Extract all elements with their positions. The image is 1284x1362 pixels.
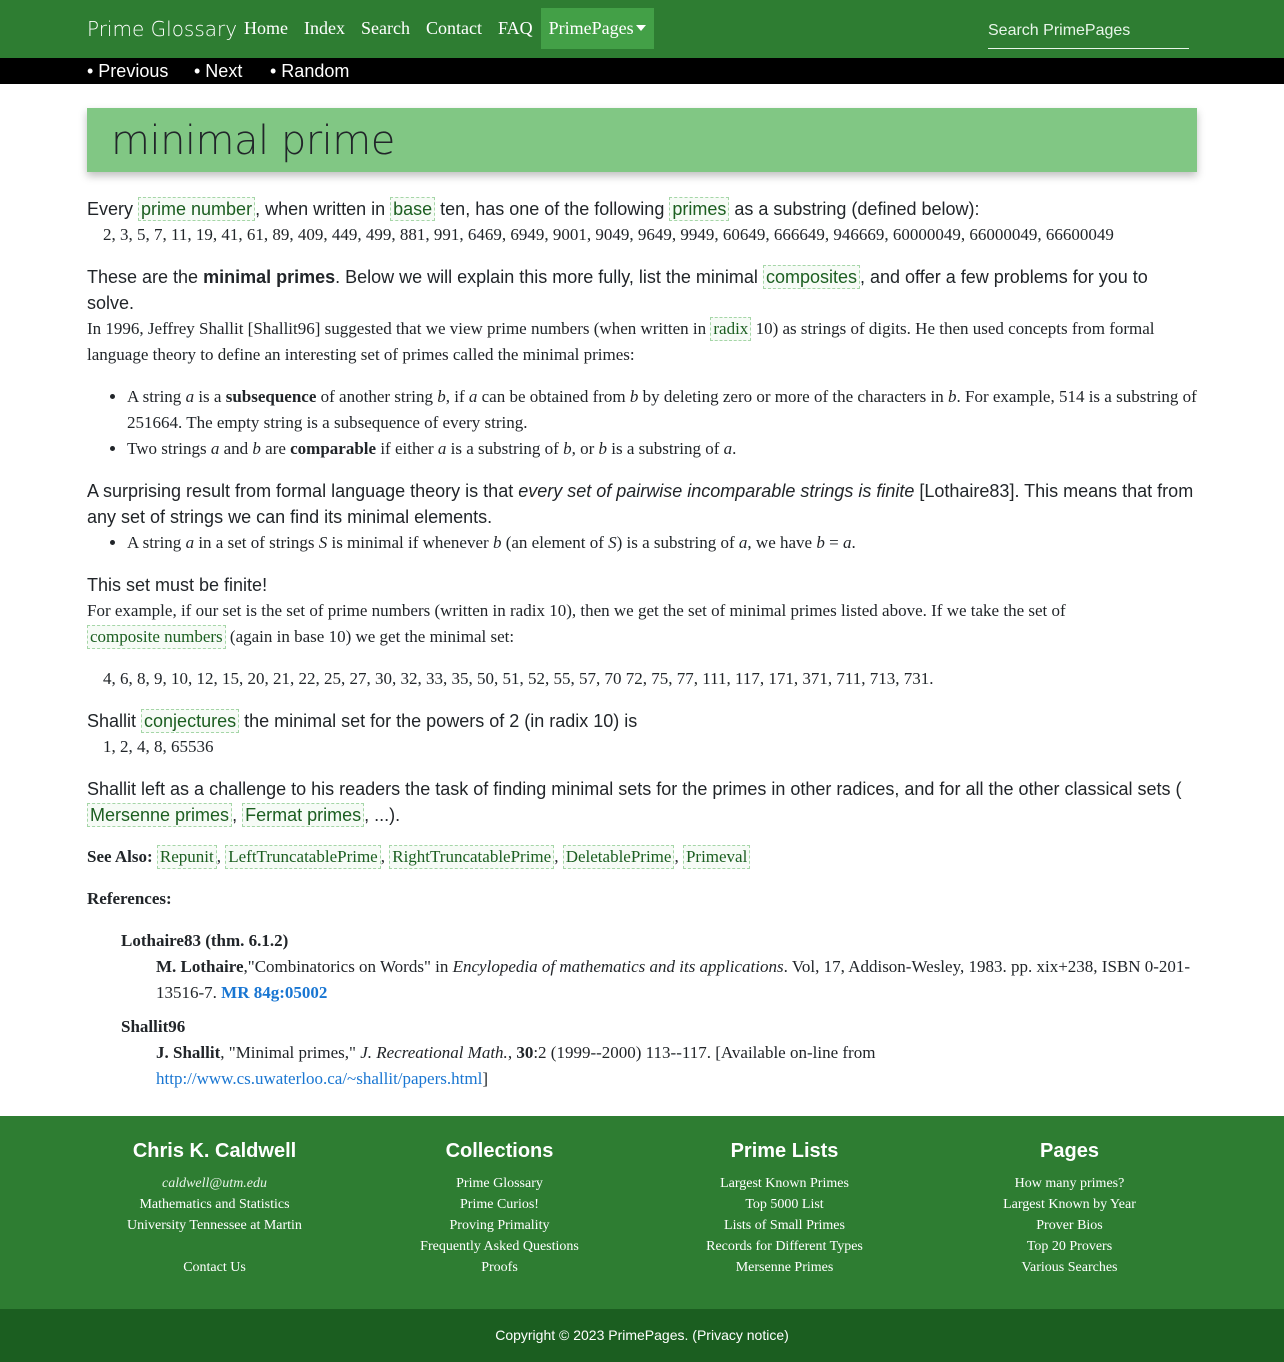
link-composites[interactable]: composites (763, 265, 860, 289)
var: a (842, 533, 852, 552)
text: if either (376, 439, 438, 458)
link-prime-number[interactable]: prime number (138, 197, 255, 221)
nav-links (236, 8, 654, 49)
reference-key-shallit: Shallit96 (121, 1017, 186, 1036)
var: a (210, 439, 220, 458)
link-composite-numbers[interactable]: composite numbers (87, 625, 226, 649)
text: Shallit (87, 711, 142, 731)
var: b (492, 533, 502, 552)
footer-link[interactable]: Prime Glossary (456, 1176, 543, 1191)
ref-journal: Encylopedia of mathematics and its applications (452, 957, 784, 976)
var: b (598, 439, 607, 458)
text: , and offer a few problems for you to solve. (87, 267, 1148, 313)
privacy-notice-link[interactable]: Privacy notice (696, 1327, 785, 1343)
text: Every (87, 199, 139, 219)
paragraph-conjecture (87, 708, 1197, 734)
text: [Lothaire83]. This means that from any set of strings we can find its minimal elements. (87, 481, 1194, 527)
top-navbar (0, 0, 1284, 58)
text: :2 (1999--2000) 113--117. [Available on-line from (533, 1043, 876, 1062)
bold-term: comparable (290, 439, 377, 458)
text: and (219, 439, 253, 458)
text: ) (784, 1327, 789, 1343)
text: , if (445, 387, 469, 406)
ref-volume: 30 (516, 1043, 534, 1062)
text: Two strings (127, 439, 211, 458)
text: 10) as strings of digits. He then used concepts from formal language theory to define an interesting set of primes called the minimal primes: (87, 319, 1155, 364)
main-content (87, 196, 1197, 1092)
text: . For example, 514 is a substring of 251664. The empty string is a subsequence of every string. (127, 387, 1197, 432)
text: . (851, 533, 856, 552)
paragraph-challenge (87, 776, 1197, 828)
text: is a substring of (606, 439, 724, 458)
references-heading: References: (87, 889, 172, 908)
footer-dept: Mathematics and Statistics (139, 1197, 290, 1212)
text: , (232, 805, 243, 825)
var: b (816, 533, 825, 552)
link-repunit[interactable]: Repunit (157, 845, 217, 869)
title-card (87, 108, 1197, 172)
nav-primepages-label: PrimePages (548, 18, 634, 38)
caret-down-icon (636, 25, 646, 31)
text: is a (194, 387, 226, 406)
previous-link[interactable]: • Previous (87, 61, 169, 81)
text: ) is a substring of (616, 533, 739, 552)
text: In 1996, Jeffrey Shallit [Shallit96] suggested that we view prime numbers (when written in (87, 319, 711, 338)
footer-collections-title: Collections (445, 1140, 554, 1162)
var: b (563, 439, 572, 458)
ref-author: M. Lothaire (156, 957, 244, 976)
var: b (437, 387, 446, 406)
text: = (824, 533, 843, 552)
composite-minimal-list: 4, 6, 8, 9, 10, 12, 15, 20, 21, 22, 25, 27, 30, 32, 33, 35, 50, 51, 52, 55, 57, 70 72, 75, 77, 111, 117, 171, 371, 711, 713, 731. (103, 669, 934, 688)
footer-contact-us[interactable]: Contact Us (183, 1260, 246, 1275)
footer-link[interactable]: Prover Bios (1036, 1218, 1103, 1233)
footer-email[interactable]: caldwell@utm.edu (161, 1176, 268, 1191)
footer-link[interactable]: Various Searches (1021, 1260, 1118, 1275)
var: b (948, 387, 957, 406)
shallit-papers-link[interactable]: http://www.cs.uwaterloo.ca/~shallit/papers.html (156, 1069, 483, 1088)
minimal-primes-list: 2, 3, 5, 7, 11, 19, 41, 61, 89, 409, 449, 499, 881, 991, 6469, 6949, 9001, 9049, 9649, 9949, 60649, 666649, 946669, 60000049, 66000049, 66600049 (103, 225, 1114, 244)
footer-link[interactable]: Mersenne Primes (735, 1260, 834, 1275)
text: (again in base 10) we get the minimal set: (225, 627, 515, 646)
paragraph-minimal-primes (87, 264, 1197, 316)
link-right-truncatable-prime[interactable]: RightTruncatablePrime (389, 845, 554, 869)
search-input[interactable] (988, 13, 1189, 49)
text: can be obtained from (477, 387, 630, 406)
text: , (507, 1043, 517, 1062)
footer-link[interactable]: Largest Known Primes (720, 1176, 849, 1191)
paragraph-intro (87, 196, 1197, 222)
reference-key-lothaire: Lothaire83 (thm. 6.1.2) (121, 931, 289, 950)
copyright-site-link[interactable]: PrimePages (608, 1327, 685, 1343)
var: a (185, 533, 195, 552)
next-link[interactable]: • Next (194, 61, 243, 81)
text: . Vol, 17, Addison-Wesley, 1983. pp. xix+238, ISBN 0-201-13516-7. (156, 957, 1191, 1002)
paragraph-surprising-result (87, 478, 1197, 530)
link-radix[interactable]: radix (710, 317, 751, 341)
footer-link[interactable]: Lists of Small Primes (724, 1218, 845, 1233)
var: a (185, 387, 195, 406)
footer (0, 1116, 1284, 1309)
list-item-subsequence (127, 384, 1197, 436)
text: A surprising result from formal language theory is that (87, 481, 519, 501)
var: S (318, 533, 328, 552)
page-title: minimal prime (111, 118, 395, 164)
link-base[interactable]: base (390, 197, 435, 221)
text: A string (127, 387, 186, 406)
footer-link[interactable]: Top 5000 List (745, 1197, 824, 1212)
definitions-list (87, 384, 1197, 462)
powers-of-two-list: 1, 2, 4, 8, 65536 (103, 737, 214, 756)
footer-link[interactable]: Prime Curios! (460, 1197, 539, 1212)
var: a (468, 387, 478, 406)
text: is minimal if whenever (327, 533, 493, 552)
bold-term: subsequence (225, 387, 317, 406)
link-mersenne-primes[interactable]: Mersenne primes (87, 803, 232, 827)
footer-link[interactable]: Records for Different Types (706, 1239, 863, 1254)
link-left-truncatable-prime[interactable]: LeftTruncatablePrime (225, 845, 381, 869)
mr-link[interactable]: MR 84g:05002 (221, 983, 328, 1002)
link-conjectures[interactable]: conjectures (141, 709, 239, 733)
bold-term: minimal primes (203, 267, 336, 287)
see-also: See Also: Repunit , LeftTruncatablePrime , RightTruncatablePrime , DeletablePrime , Primeval (87, 844, 1197, 870)
reference-body-lothaire (87, 954, 1197, 1006)
copyright-text: Copyright © 2023 (495, 1327, 609, 1343)
ref-author: J. Shallit (156, 1043, 221, 1062)
footer-pages-title: Pages (1040, 1140, 1099, 1162)
var: b (252, 439, 261, 458)
text: the minimal set for the powers of 2 (in radix 10) is (239, 711, 638, 731)
footer-col-pages (927, 1140, 1212, 1278)
var: a (723, 439, 733, 458)
paragraph-finite: This set must be finite! (87, 575, 268, 595)
text: ] (482, 1069, 488, 1088)
text: ,"Combinatorics on Words" in (243, 957, 453, 976)
footer-univ: University Tennessee at Martin (127, 1218, 302, 1233)
text: . (732, 439, 737, 458)
var: a (437, 439, 447, 458)
text: For example, if our set is the set of prime numbers (written in radix 10), then we get the set of minimal primes listed above. If we take the set of (87, 601, 1066, 620)
link-primeval[interactable]: Primeval (683, 845, 750, 869)
copyright-bar (0, 1309, 1284, 1362)
text: is a substring of (446, 439, 564, 458)
footer-author-title: Chris K. Caldwell (132, 1140, 297, 1162)
var: b (629, 387, 639, 406)
text: Shallit left as a challenge to his readers the task of finding minimal sets for the primes in other radices, and for all the other classical sets ( (87, 779, 1182, 799)
text: ten, has one of the following (435, 199, 670, 219)
link-primes[interactable]: primes (669, 197, 729, 221)
footer-link[interactable]: Frequently Asked Questions (420, 1239, 579, 1254)
paragraph-shallit (87, 316, 1197, 368)
list-item-comparable (127, 436, 1197, 462)
list-item-minimal (127, 530, 1197, 556)
text: are (260, 439, 291, 458)
random-link[interactable]: • Random (270, 61, 350, 81)
text: . Below we will explain this more fully, list the minimal (335, 267, 763, 287)
footer-col-author (72, 1140, 357, 1278)
link-fermat-primes[interactable]: Fermat primes (242, 803, 364, 827)
reference-body-shallit (87, 1040, 1197, 1092)
brand-link[interactable]: Prime Glossary (87, 17, 238, 41)
var: S (608, 533, 617, 552)
text: , ...). (364, 805, 401, 825)
text: A string (127, 533, 186, 552)
nav-primepages-dropdown[interactable] (541, 8, 654, 49)
nav-search[interactable]: Search (360, 18, 410, 38)
link-deletable-prime[interactable]: DeletablePrime (563, 845, 675, 869)
text: These are the (87, 267, 204, 287)
paragraph-example (87, 598, 1197, 650)
nav-contact[interactable]: Contact (425, 18, 482, 38)
text: in a set of strings (194, 533, 319, 552)
text: , "Minimal primes," (220, 1043, 361, 1062)
text: as a substring (defined below): (729, 199, 980, 219)
text: (an element of (501, 533, 609, 552)
minimal-definition-list (87, 530, 1197, 556)
text: , we have (747, 533, 817, 552)
see-also-label: See Also: (87, 847, 153, 866)
var: a (738, 533, 748, 552)
footer-prime-lists-title: Prime Lists (730, 1140, 839, 1162)
ref-journal: J. Recreational Math. (360, 1043, 508, 1062)
emphasis: every set of pairwise incomparable strings is finite (518, 481, 915, 501)
sub-navbar (0, 58, 1284, 84)
footer-spacer (72, 1236, 357, 1257)
footer-link[interactable]: Proofs (481, 1260, 518, 1275)
footer-col-prime-lists (642, 1140, 927, 1278)
text: , when written in (255, 199, 391, 219)
nav-home[interactable]: Home (244, 18, 288, 38)
text: , or (571, 439, 599, 458)
references (87, 886, 1197, 1092)
footer-link[interactable]: How many primes? (1014, 1176, 1125, 1191)
footer-col-collections (357, 1140, 642, 1278)
footer-link[interactable]: Proving Primality (449, 1218, 550, 1233)
text: by deleting zero or more of the characters in (638, 387, 949, 406)
nav-faq[interactable]: FAQ (497, 18, 533, 38)
text: . ( (684, 1327, 697, 1343)
text: of another string (316, 387, 438, 406)
footer-link[interactable]: Top 20 Provers (1026, 1239, 1113, 1254)
footer-link[interactable]: Largest Known by Year (1003, 1197, 1136, 1212)
nav-index[interactable]: Index (304, 18, 345, 38)
